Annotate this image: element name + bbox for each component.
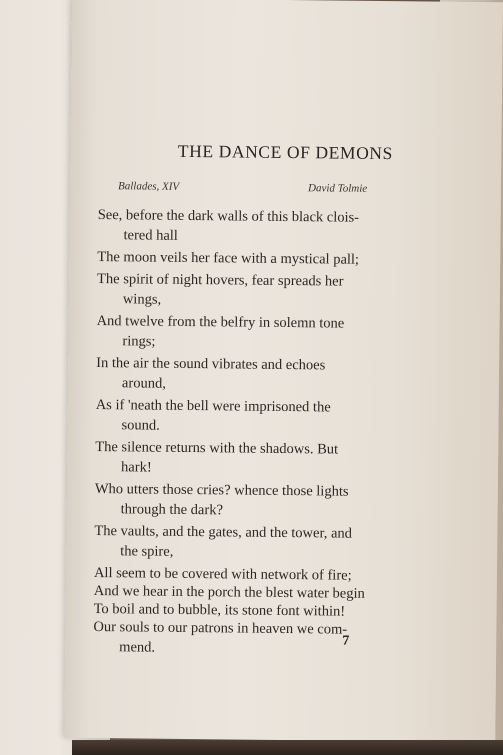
author-label: David Tolmie [307,182,368,195]
poem-line: wings, [122,291,162,308]
source-label: Ballades, XIV [117,180,180,193]
poem-line: In the air the sound vibrates and echoes [96,355,326,374]
poem-line: the spire, [120,543,174,560]
poem-line: And twelve from the belfry in solemn tone [96,313,345,332]
poem-line: The vaults, and the gates, and the tower, and [94,523,353,542]
poem-line: mend. [119,639,156,656]
poem-line: tered hall [123,227,178,244]
poem-line: And we hear in the porch the blest water begin [93,583,365,602]
poem-line: Who utters those cries? whence those lights [94,481,349,500]
poem-line: The moon veils her face with a mystical pall; [97,249,360,268]
poem-line: The spirit of night hovers, fear spreads her [96,271,344,290]
table-surface [72,740,503,755]
poem-line: See, before the dark walls of this black clois- [97,207,360,226]
poem-line: hark! [121,459,152,476]
page-title: THE DANCE OF DEMONS [177,140,394,164]
poem-body [93,206,398,656]
poem-line: All seem to be covered with network of fire; [93,565,352,584]
poem-line: rings; [122,333,156,350]
poem-line: To boil and to bubble, its stone font within! [93,601,346,620]
poem-line: around, [121,375,166,392]
poem-line: As if 'neath the bell were imprisoned the [95,397,331,416]
poem-line: Our souls to our patrons in heaven we com- [93,619,348,638]
poem-line: through the dark? [120,501,224,519]
poem-line: sound. [121,417,160,434]
page-number: 7 [342,633,350,649]
book-page [64,0,503,742]
poem-line: The silence returns with the shadows. But [95,439,339,458]
